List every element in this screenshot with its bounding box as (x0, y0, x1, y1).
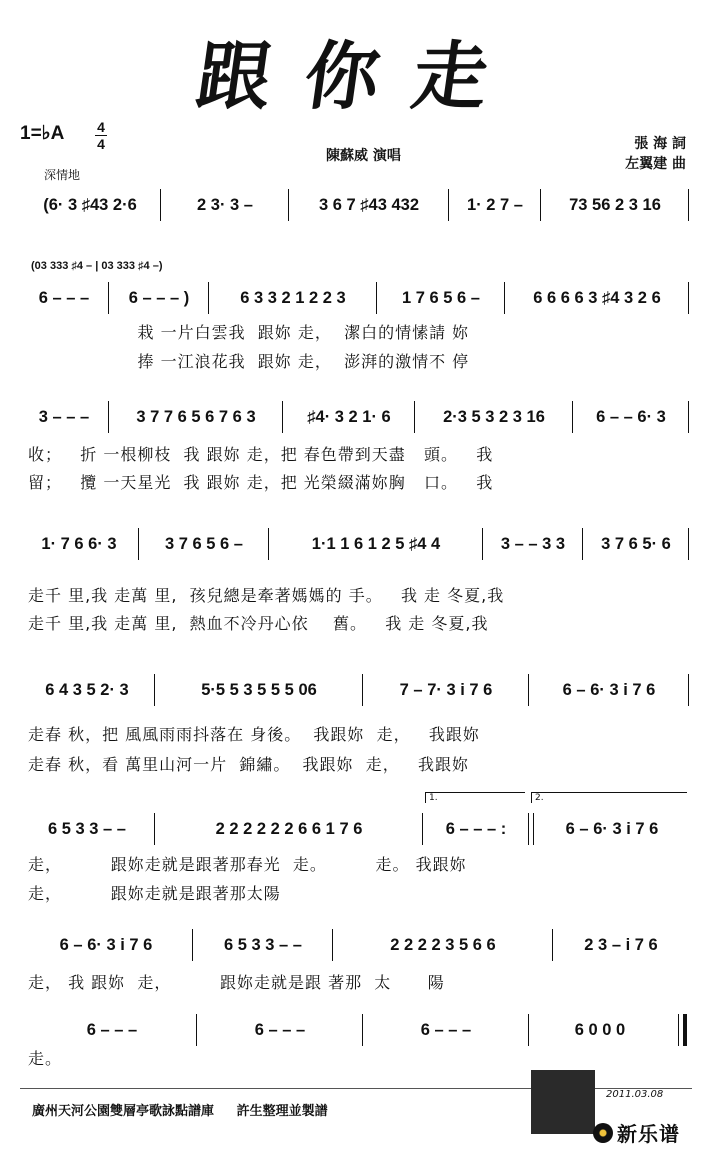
measure: 2 3· 3 – (197, 195, 253, 214)
measure: 3 7 6 5· 6 (601, 534, 671, 553)
notation-system-3 (20, 400, 692, 434)
tempo-mark: 深情地 (44, 168, 81, 182)
lyrics-verse-2: 留； 攬 一天星光 我 跟妳 走，把 光榮綴滿妳胸 口。 我 (28, 473, 494, 492)
lyrics-verse-2: 走， 跟妳走就是跟著那太陽 (28, 884, 281, 903)
measure: 6 – – – (38, 288, 90, 307)
measure: 6 – – 6· 3 (596, 407, 666, 426)
notation-system-8 (28, 1013, 692, 1047)
lyrics-verse-1: 走。 (28, 1049, 63, 1068)
footer-credits (32, 1100, 328, 1119)
date-stamp: 2011.03.08 (606, 1089, 664, 1100)
site-logo (593, 1118, 680, 1147)
music-disc-icon (593, 1123, 613, 1143)
performer: 陳蘇威 演唱 (326, 148, 401, 164)
measure: 3 6 7 ♯43 432 (319, 195, 419, 214)
footer-source: 廣州天河公園雙層亭歌詠點譜庫 (32, 1104, 215, 1119)
measure: 3 7 7 6 5 6 7 6 3 (136, 407, 256, 426)
measure: 3 – – 3 3 (500, 534, 566, 553)
measure: 6 5 3 3 – – (48, 819, 126, 838)
measure: 6 6 6 6 3 ♯4 3 2 6 (533, 288, 661, 307)
measure: 6 – – – (254, 1020, 306, 1039)
meter-bottom: 4 (97, 136, 105, 152)
lyrics-verse-1: 走春 秋，把 風風雨雨抖落在 身後。 我跟妳 走， 我跟妳 (28, 725, 480, 744)
lyrics-verse-1: 栽 一片白雲我 跟妳 走， 潔白的情愫請 妳 (28, 323, 470, 342)
measure: 2·3 5 3 2 3 16 (443, 407, 545, 426)
notation-system-4 (20, 527, 692, 561)
intro-alternate: (03 333 ♯4 – | 03 333 ♯4 –) (31, 260, 163, 272)
song-title: 跟你走 (191, 34, 528, 120)
measure: 2 3 – i 7 6 (584, 935, 658, 954)
meter-top: 4 (97, 119, 105, 135)
measure: 6 – 6· 3 i 7 6 (59, 935, 153, 954)
measure: (6· 3 ♯43 2·6 (43, 195, 137, 214)
measure: 5·5 5 3 5 5 5 06 (201, 680, 317, 699)
measure: 3 – – – (38, 407, 90, 426)
composer: 左翼建 曲 (625, 156, 686, 172)
notation-system-6 (20, 812, 692, 846)
measure: 1·1 1 6 1 2 5 ♯4 4 (311, 534, 441, 553)
measure: 6 0 0 0 (574, 1020, 626, 1039)
lyrics-verse-1: 走， 我 跟妳 走， 跟妳走就是跟 著那 太 陽 (28, 973, 445, 992)
volta-1: 1. (425, 792, 525, 803)
measure: 3 7 6 5 6 – (165, 534, 243, 553)
measure: 6 – – – (86, 1020, 138, 1039)
lyrics-verse-1: 走， 跟妳走就是跟著那春光 走。 走。 我跟妳 (28, 855, 467, 874)
seal-stamp (531, 1070, 595, 1134)
measure: 2 2 2 2 2 2 6 6 1 7 6 (215, 819, 363, 838)
credits (625, 134, 686, 174)
measure: 7 – 7· 3 i 7 6 (399, 680, 493, 699)
measure: 6 – – – : (445, 819, 507, 838)
measure: 2 2 2 2 3 5 6 6 (390, 935, 496, 954)
measure: 6 – 6· 3 i 7 6 (565, 819, 659, 838)
measure: ♯4· 3 2 1· 6 (307, 407, 391, 426)
measure: 6 – – – (420, 1020, 472, 1039)
measure: 6 – – – ) (128, 288, 190, 307)
lyricist: 張 海 詞 (634, 136, 686, 152)
notation-system-1 (20, 188, 692, 222)
key-signature: 1=♭A (20, 123, 65, 144)
measure: 1· 7 6 6· 3 (41, 534, 117, 553)
measure: 1· 2 7 – (467, 195, 523, 214)
time-signature (95, 120, 107, 151)
measure: 6 5 3 3 – – (224, 935, 302, 954)
lyrics-verse-1: 收； 折 一根柳枝 我 跟妳 走，把 春色帶到天盡 頭。 我 (28, 445, 494, 464)
logo-text: 新乐谱 (617, 1122, 680, 1146)
lyrics-verse-2: 捧 一江浪花我 跟妳 走， 澎湃的激情不 停 (28, 352, 470, 371)
lyrics-verse-1: 走千 里,我 走萬 里, 孩兒總是牽著媽媽的 手。 我 走 冬夏,我 (28, 586, 505, 605)
footer-editor: 許生整理並製譜 (236, 1104, 328, 1119)
measure: 6 3 3 2 1 2 2 3 (240, 288, 346, 307)
measure: 6 4 3 5 2· 3 (45, 680, 129, 699)
lyrics-verse-2: 走春 秋，看 萬里山河一片 錦繡。 我跟妳 走， 我跟妳 (28, 755, 469, 774)
measure: 1 7 6 5 6 – (402, 288, 480, 307)
notation-system-7 (20, 928, 692, 962)
measure: 6 – 6· 3 i 7 6 (562, 680, 656, 699)
notation-system-5 (20, 673, 692, 707)
volta-2: 2. (531, 792, 687, 803)
measure: 73 56 2 3 16 (569, 195, 661, 214)
notation-system-2 (20, 281, 692, 315)
lyrics-verse-2: 走千 里,我 走萬 里, 熱血不冷丹心依 舊。 我 走 冬夏,我 (28, 614, 489, 633)
